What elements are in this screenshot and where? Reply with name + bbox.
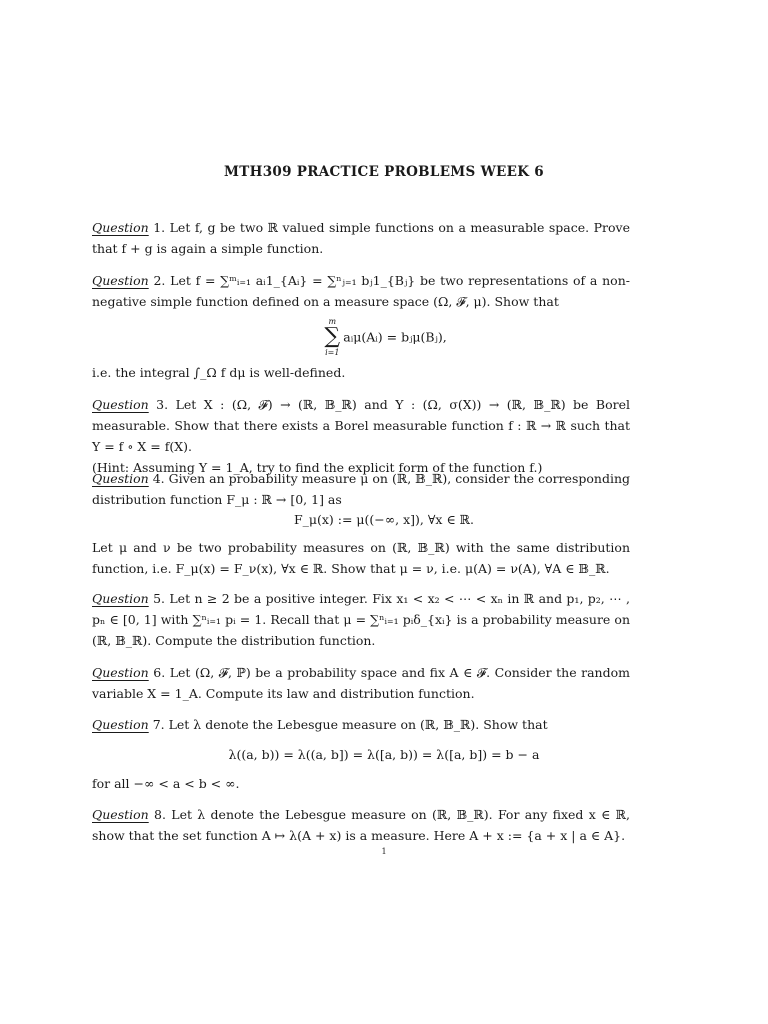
question-number: 3.	[148, 397, 169, 412]
question-8	[92, 804, 630, 846]
question-3	[92, 394, 630, 478]
question-label: Question	[92, 273, 149, 288]
question-hint: (Hint: Assuming Y = 1_A, try to find the explicit form of the function f.)	[92, 460, 543, 475]
question-number: 1.	[148, 220, 166, 235]
question-6	[92, 662, 630, 704]
question-text: Let (Ω, 𝓕, ℙ) be a probability space and fix A ∈ 𝓕. Consider the random variable X = 1_A. Compute its law and distribution function.	[92, 665, 630, 701]
question-4	[92, 468, 630, 510]
question-label: Question	[92, 471, 149, 486]
question-text: Let λ denote the Lebesgue measure on (ℝ, 𝔹_ℝ). Show that	[164, 717, 548, 732]
summation-symbol: m ∑ i=1	[324, 317, 341, 357]
question-number: 2.	[148, 273, 166, 288]
page-number: 1	[381, 847, 387, 856]
page-title: MTH309 PRACTICE PROBLEMS WEEK 6	[224, 164, 544, 180]
question-number: 5.	[148, 591, 166, 606]
equation-question-2	[0, 318, 768, 358]
equation-question-7: λ((a, b)) = λ((a, b]) = λ([a, b)) = λ([a, b]) = b − a	[228, 747, 540, 762]
question-number: 7.	[148, 717, 165, 732]
question-label: Question	[92, 665, 149, 680]
question-4-followup: Let μ and ν be two probability measures on (ℝ, 𝔹_ℝ) with the same distribution function, i.e. F_μ(x) = F_ν(x), ∀x ∈ ℝ. Show that μ = ν, i.e. μ(A) = ν(A), ∀A ∈ 𝔹_ℝ.	[92, 540, 630, 576]
question-2	[92, 270, 630, 312]
question-number: 8.	[148, 807, 166, 822]
question-label: Question	[92, 397, 149, 412]
question-number: 6.	[148, 665, 166, 680]
equation-text: aᵢμ(Aᵢ) = bⱼμ(Bⱼ),	[343, 329, 447, 345]
question-label: Question	[92, 220, 149, 235]
question-2-followup: i.e. the integral ∫_Ω f dμ is well-defined.	[92, 365, 346, 380]
question-text: Let n ≥ 2 be a positive integer. Fix x₁ < x₂ < ⋯ < xₙ in ℝ and p₁, p₂, ⋯ , pₙ ∈ [0, 1] with ∑ⁿᵢ₌₁ pᵢ = 1. Recall that μ = ∑ⁿᵢ₌₁ pᵢδ_{xᵢ} is a probability measure on (ℝ, 𝔹_ℝ). Compute the distribution function.	[92, 591, 630, 648]
question-7	[92, 714, 630, 735]
question-text: Let f, g be two ℝ valued simple functions on a measurable space. Prove that f + g is again a simple function.	[92, 220, 630, 256]
question-label: Question	[92, 807, 149, 822]
question-text: Given an probability measure μ on (ℝ, 𝔹_ℝ), consider the corresponding distribution function F_μ : ℝ → [0, 1] as	[92, 471, 630, 507]
question-text: Let f = ∑ᵐᵢ₌₁ aᵢ1_{Aᵢ} = ∑ⁿⱼ₌₁ bⱼ1_{Bⱼ} be two representations of a non-negative simple function defined on a measure space (Ω, 𝓕, μ). Show that	[92, 273, 630, 309]
question-7-followup: for all −∞ < a < b < ∞.	[92, 776, 240, 791]
question-number: 4.	[148, 471, 165, 486]
question-text: Let λ denote the Lebesgue measure on (ℝ, 𝔹_ℝ). For any fixed x ∈ ℝ, show that the set function A ↦ λ(A + x) is a measure. Here A + x := {a + x | a ∈ A}.	[92, 807, 630, 843]
question-text: Let X : (Ω, 𝓕) → (ℝ, 𝔹_ℝ) and Y : (Ω, σ(X)) → (ℝ, 𝔹_ℝ) be Borel measurable. Show that there exists a Borel measurable function f : ℝ → ℝ such that Y = f ∘ X = f(X).	[92, 397, 630, 454]
question-label: Question	[92, 717, 149, 732]
question-5	[92, 588, 630, 651]
equation-question-4: F_μ(x) := μ((−∞, x]), ∀x ∈ ℝ.	[293, 512, 475, 527]
question-label: Question	[92, 591, 149, 606]
question-1	[92, 217, 630, 259]
